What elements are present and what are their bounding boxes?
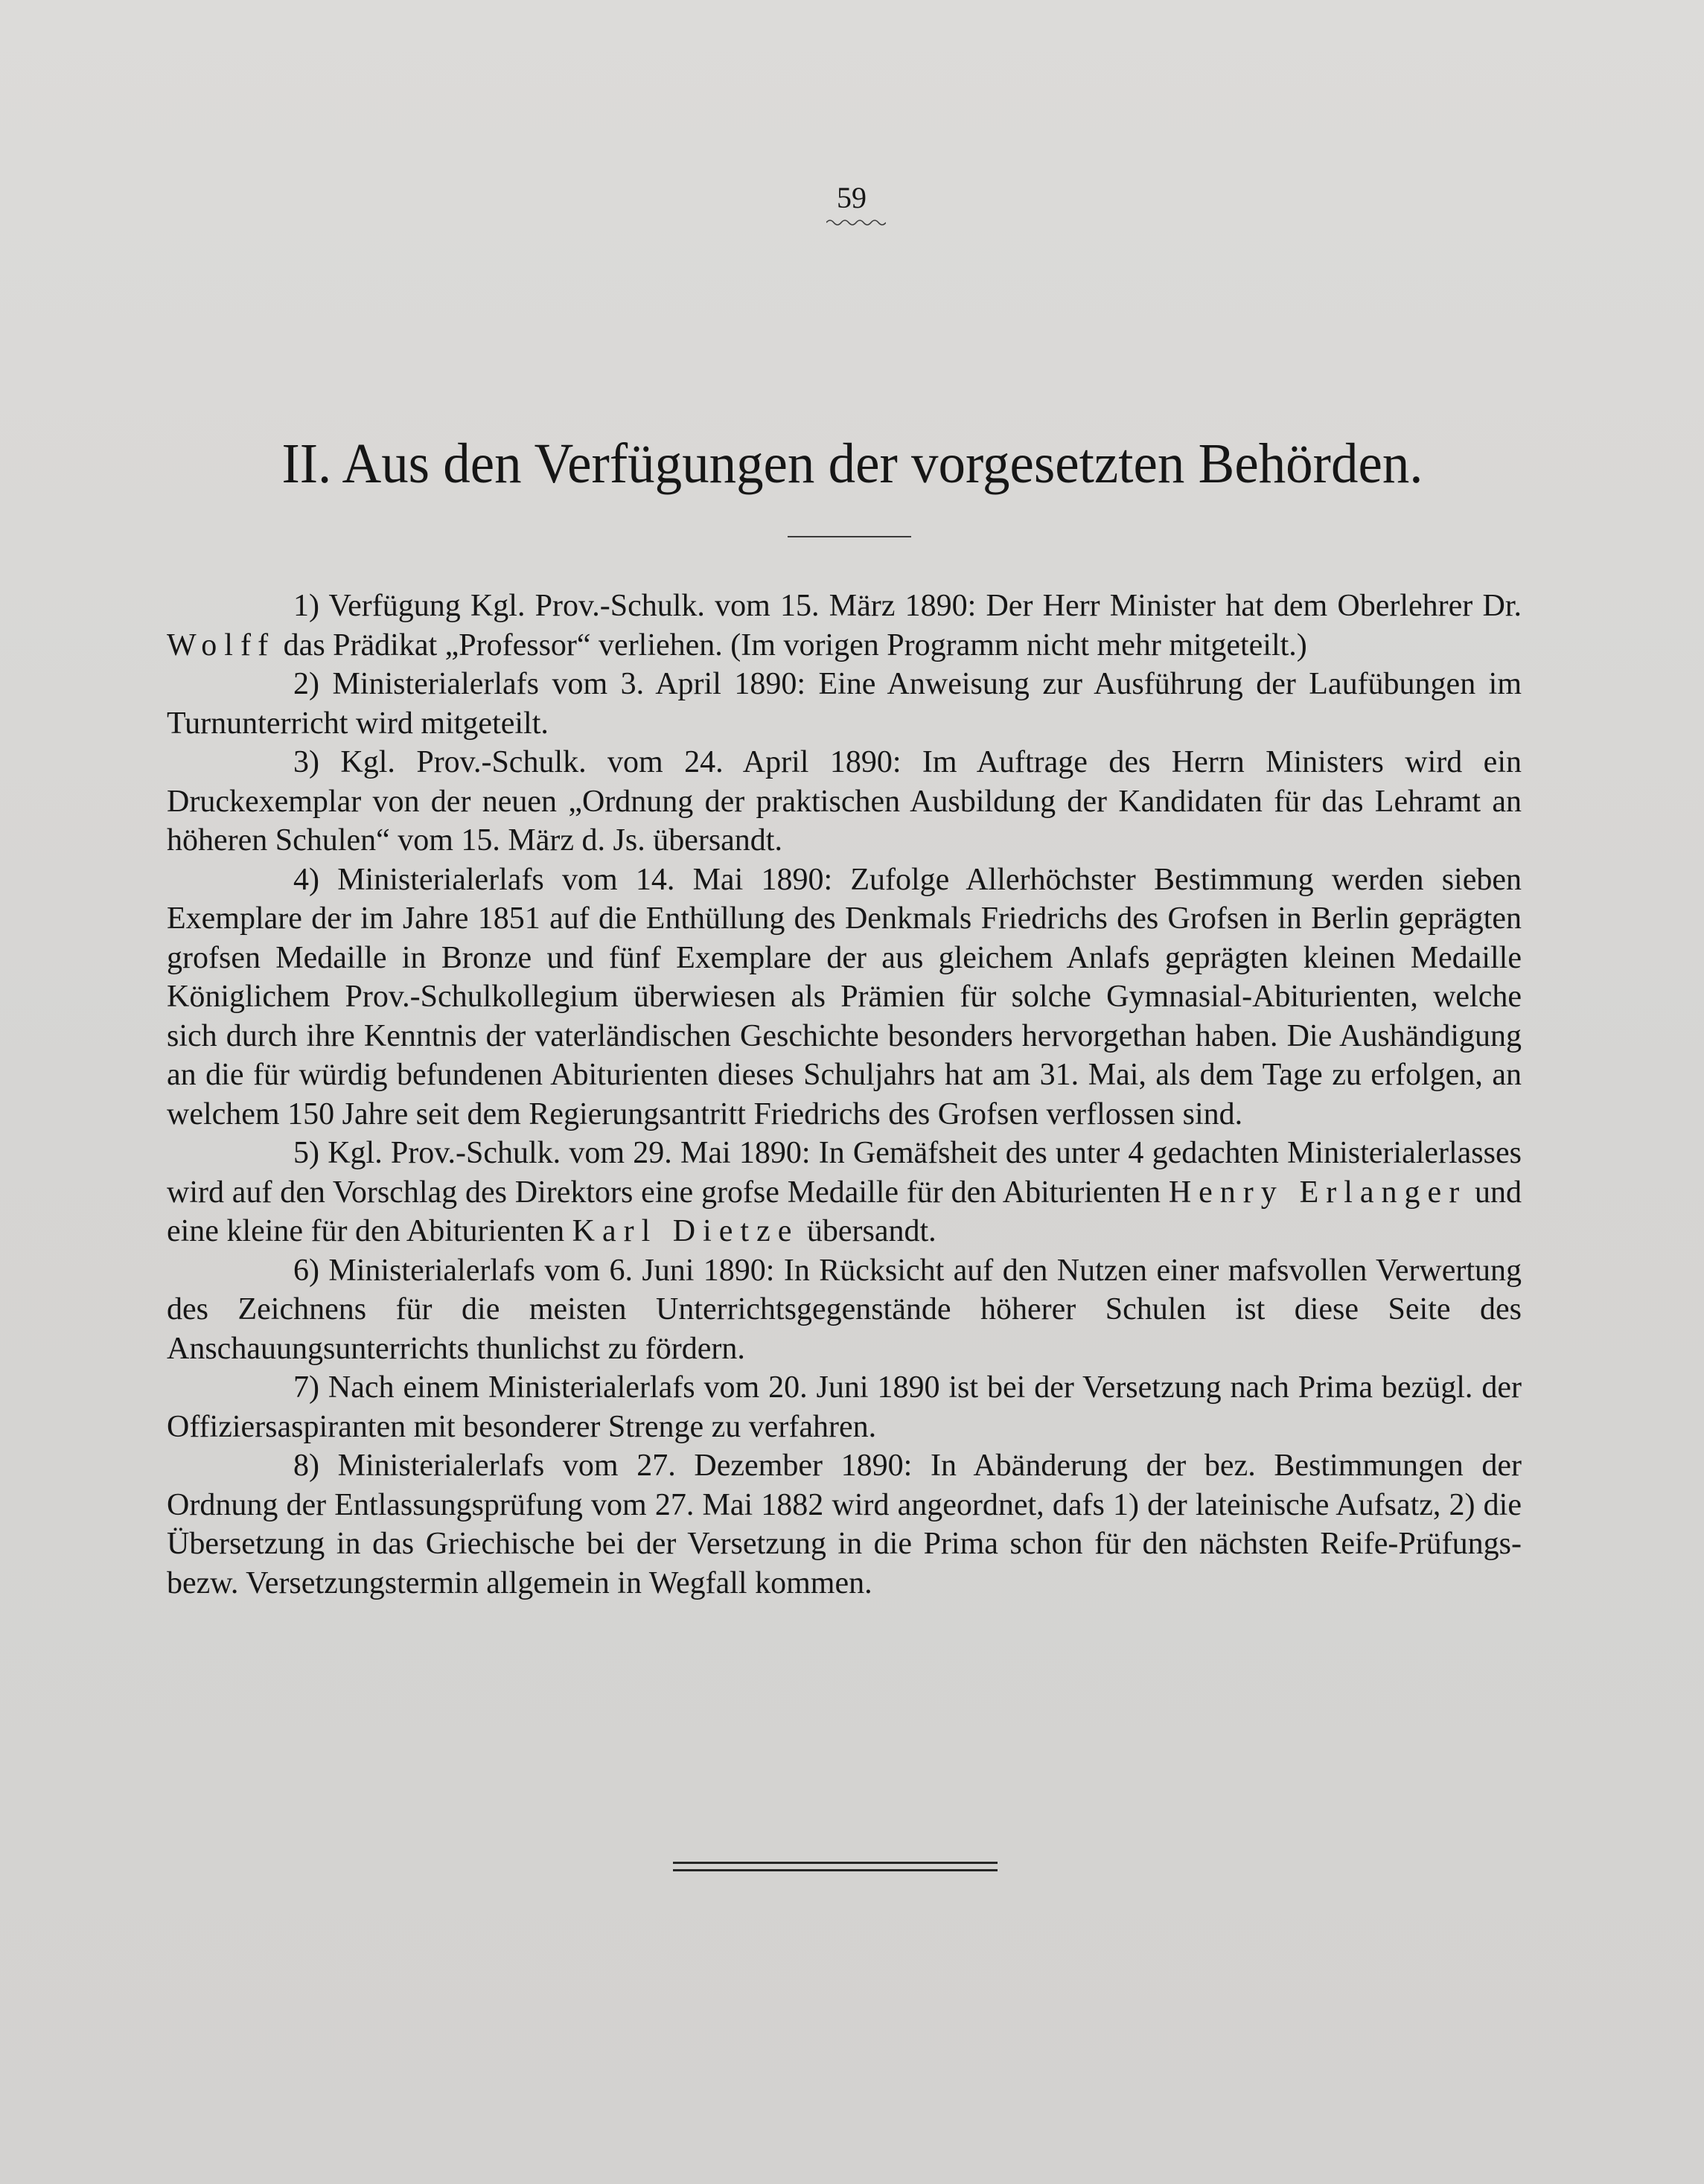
paragraph-7: 7) Nach einem Ministerialerlafs vom 20. Juni 1890 ist bei der Versetzung nach Prima bezügl. der Offiziersaspiranten mit besonderer Strenge zu verfahren. (167, 1370, 1522, 1444)
title-divider (788, 536, 911, 537)
end-double-rule-bottom (673, 1869, 998, 1871)
paragraph-1: 1) Verfügung Kgl. Prov.-Schulk. vom 15. März 1890: Der Herr Minister hat dem Oberlehrer Dr. Wolff das Prädikat „Professor“ verliehen. (Im vorigen Programm nicht mehr mitgeteilt.) (167, 589, 1522, 662)
spaced-name: Karl Dietze (572, 1214, 800, 1248)
paragraph-5: 5) Kgl. Prov.-Schulk. vom 29. Mai 1890: In Gemäfsheit des unter 4 gedachten Ministerialerlasses wird auf den Vorschlag des Direktors eine grofse Medaille für den Abiturienten Henry Erlanger und eine kleine für den Abiturienten Karl Dietze übersandt. (167, 1136, 1522, 1248)
paragraph-6: 6) Ministerialerlafs vom 6. Juni 1890: In Rücksicht auf den Nutzen einer mafsvollen Verwertung des Zeichnens für die meisten Unterrichtsgegenstände höherer Schulen ist diese Seite des Anschauungsunterrichts thunlichst zu fördern. (167, 1253, 1522, 1366)
ornament-wave-icon (826, 217, 886, 226)
paragraph-8: 8) Ministerialerlafs vom 27. Dezember 1890: In Abänderung der bez. Bestimmungen der Ordnung der Entlassungsprüfung vom 27. Mai 1882 wird angeordnet, dafs 1) der lateinische Aufsatz, 2) die Übersetzung in das Griechische bei der Versetzung in die Prima schon für den nächsten Reife-Prüfungs- bezw. Versetzungstermin allgemein in Wegfall kommen. (167, 1449, 1522, 1600)
document-body (167, 587, 1522, 1603)
page-number: 59 (837, 181, 867, 214)
paragraph-2: 2) Ministerialerlafs vom 3. April 1890: Eine Anweisung zur Ausführung der Laufübungen im Turnunterricht wird mitgeteilt. (167, 667, 1522, 741)
section-title: II. Aus den Verfügungen der vorgesetzten Behörden. (281, 432, 1423, 495)
paragraph-3: 3) Kgl. Prov.-Schulk. vom 24. April 1890: Im Auftrage des Herrn Ministers wird ein Druckexemplar von der neuen „Ordnung der praktischen Ausbildung der Kandidaten für das Lehramt an höheren Schulen“ vom 15. März d. Js. übersandt. (167, 745, 1522, 858)
end-double-rule-top (673, 1862, 998, 1864)
paragraph-4: 4) Ministerialerlafs vom 14. Mai 1890: Zufolge Allerhöchster Bestimmung werden sieben Exemplare der im Jahre 1851 auf die Enthüllung des Denkmals Friedrichs des Grofsen in Berlin geprägten grofsen Medaille in Bronze und fünf Exemplare der aus gleichem Anlafs geprägten kleinen Medaille Königlichem Prov.-Schulkollegium überwiesen als Prämien für solche Gymnasial-Abiturienten, welche sich durch ihre Kenntnis der vaterländischen Geschichte besonders hervorgethan haben. Die Aushändigung an die für würdig befundenen Abiturienten dieses Schuljahrs hat am 31. Mai, als dem Tage zu erfolgen, an welchem 150 Jahre seit dem Regierungsantritt Friedrichs des Grofsen verflossen sind. (167, 862, 1522, 1131)
spaced-name: Henry Erlanger (1168, 1175, 1467, 1210)
spaced-name: Wolff (167, 628, 276, 662)
